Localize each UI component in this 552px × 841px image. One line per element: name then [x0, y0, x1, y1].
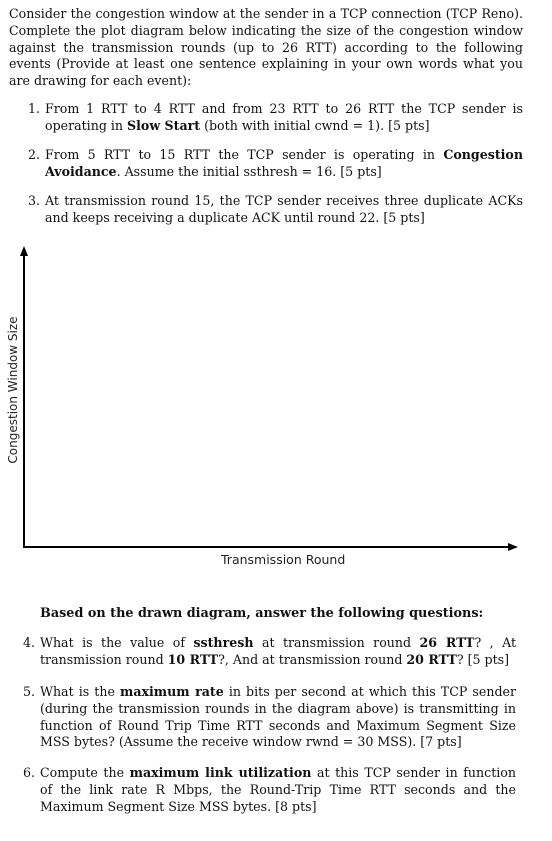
question-bold-term: maximum rate [120, 684, 224, 699]
event-text: . Assume the initial ssthresh = 16. [5 pts] [116, 163, 382, 179]
question-text-run: ?, And at transmission round [218, 651, 407, 667]
y-axis-label: Congestion Window Size [6, 316, 20, 464]
event-text: (both with initial cwnd = 1). [5 pts] [200, 117, 430, 133]
event-number: 1. [28, 101, 41, 116]
question-number: 4. [23, 635, 36, 650]
event-text: At transmission round 15, the TCP sender receives three duplicate ACKs and keeps receiving a duplicate ACK until round 22. [5 pts] [45, 193, 523, 225]
question-bold-term: 10 RTT [167, 651, 219, 667]
x-axis-label: Transmission Round [221, 552, 346, 567]
question-text-run: Compute the [40, 765, 130, 780]
event-number: 3. [28, 193, 41, 208]
event-bold-term: Congestion Avoidance [45, 147, 523, 179]
event-number: 2. [28, 147, 41, 162]
question-text-run: ? , At transmission round [40, 635, 517, 667]
questions-heading: Based on the drawn diagram, answer the following questions: [40, 606, 484, 621]
question-number: 5. [23, 684, 36, 699]
question-bold-term: ssthresh [193, 635, 254, 650]
question-text-run: at transmission round [253, 635, 420, 650]
question-bold-term: 26 RTT [419, 635, 475, 650]
question-item-5 [23, 684, 516, 751]
question-bold-term: 20 RTT [406, 651, 457, 667]
x-axis-arrowhead [508, 543, 518, 551]
event-text: From 5 RTT to 15 RTT the TCP sender is operating in [45, 147, 444, 162]
y-axis-arrowhead [20, 246, 28, 256]
question-text-run: ? [5 pts] [456, 651, 510, 667]
question-text-run: at this TCP sender in function of the link rate R Mbps, the Round-Trip Time RTT seconds and the Maximum Segment Size MSS bytes. [8 pts] [40, 765, 516, 814]
event-bold-term: Slow Start [127, 117, 201, 133]
question-text-run: What is the [40, 684, 121, 699]
question-text-run: in bits per second at which this TCP sender (during the transmission rounds in the diagram above) is transmitting in function of Round Trip Time RTT seconds and Maximum Segment Size MSS bytes? (Assume the receive window rwnd = 30 MSS). [7 pts] [40, 684, 516, 750]
question-bold-term: maximum link utilization [129, 765, 312, 780]
question-text [40, 684, 516, 749]
question-text-run: What is the value of [40, 635, 194, 650]
question-item-6 [23, 765, 516, 815]
question-text [40, 765, 516, 814]
question-number: 6. [23, 765, 36, 780]
question-text [40, 635, 516, 667]
problem-intro: Consider the congestion window at the sender in a TCP connection (TCP Reno). Complete the plot diagram below indicating the size of the congestion window against the transmission rounds (up to 26 RTT) according to the following events (Provide at least one sentence explaining in your own words what you are drawing for each event): [9, 6, 523, 89]
question-item-4 [23, 635, 517, 669]
event-text: From 1 RTT to 4 RTT and from 23 RTT to 26 RTT the TCP sender is operating in [45, 101, 523, 133]
